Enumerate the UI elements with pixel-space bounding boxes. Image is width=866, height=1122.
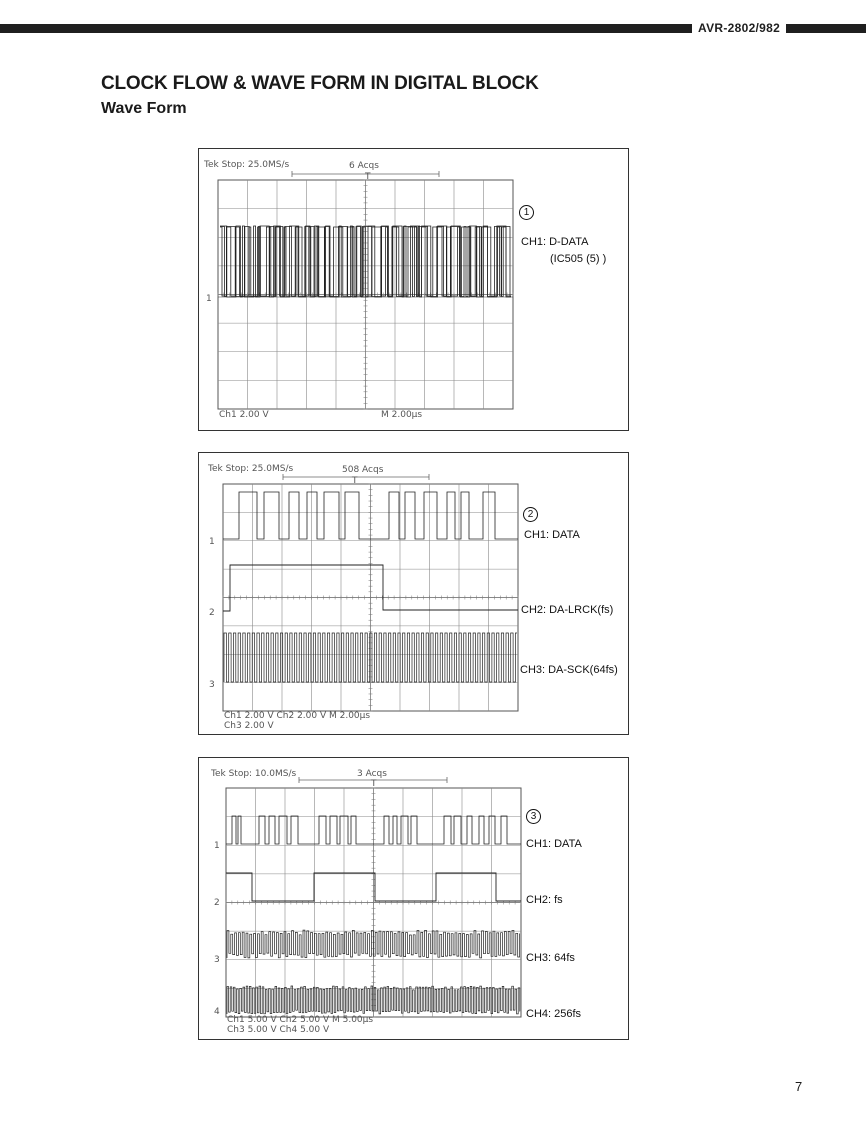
scope-3-graticule: [226, 777, 521, 1017]
scope-3-status: Tek Stop: 10.0MS/s: [211, 769, 297, 779]
scope-3-ch2-label: CH2: fs: [526, 894, 563, 906]
scope-1-acqs: 6 Acqs: [349, 161, 379, 171]
scope-2-ch3-label: CH3: DA-SCK(64fs): [520, 664, 618, 676]
scope-3-ch4-label: CH4: 256fs: [526, 1008, 582, 1020]
scope-3-readout-line2: Ch3 5.00 V Ch4 5.00 V: [227, 1025, 330, 1035]
scope-1-number-badge: 1: [519, 205, 534, 220]
scope-3-screen: [199, 758, 628, 1039]
scope-2-screen: [199, 453, 628, 734]
scope-2-ch1-label: CH1: DATA: [524, 529, 580, 541]
page-number: 7: [795, 1079, 803, 1094]
scope-3-acqs: 3 Acqs: [357, 769, 387, 779]
header-bar: [0, 21, 866, 35]
scope-2-ch1-marker: 1: [209, 537, 215, 547]
scope-2-ch2-label: CH2: DA-LRCK(fs): [521, 604, 614, 616]
section-subtitle: Wave Form: [101, 100, 187, 117]
scope-1-readout-volts: Ch1 2.00 V: [219, 410, 269, 420]
scope-3-ch3-label: CH3: 64fs: [526, 952, 575, 964]
scope-3-ch3-marker: 3: [214, 955, 220, 965]
scope-2-acqs: 508 Acqs: [342, 465, 384, 475]
scope-2-trigger-mark: T: [352, 476, 358, 486]
header-rule-right: [786, 24, 866, 33]
scope-1-traces: [218, 226, 513, 297]
scope-2-graticule: [223, 474, 518, 711]
scope-3-number-badge: 3: [526, 809, 541, 824]
scope-1-ch1-marker: 1: [206, 294, 212, 304]
oscilloscope-capture-2: [198, 452, 629, 735]
scope-2-ch2-marker: 2: [209, 608, 215, 618]
scope-3-ch1-label: CH1: DATA: [526, 838, 582, 850]
oscilloscope-capture-3: [198, 757, 629, 1040]
scope-2-ch3-marker: 3: [209, 680, 215, 690]
scope-3-trigger-mark: T: [371, 779, 377, 789]
scope-3-ch4-marker: 4: [214, 1007, 220, 1017]
scope-3-ch1-marker: 1: [214, 841, 220, 851]
scope-2-status: Tek Stop: 25.0MS/s: [208, 464, 294, 474]
scope-1-screen: [199, 149, 628, 430]
page-title: CLOCK FLOW & WAVE FORM IN DIGITAL BLOCK: [101, 73, 539, 94]
scope-1-readout-time: M 2.00μs: [381, 410, 423, 420]
scope-1-trigger-mark: T: [365, 172, 371, 182]
scope-3-ch2-marker: 2: [214, 898, 220, 908]
scope-2-number-badge: 2: [523, 507, 538, 522]
model-number: AVR-2802/982: [698, 21, 781, 35]
scope-2-readout-line2: Ch3 2.00 V: [224, 721, 274, 731]
scope-1-ch1-sublabel: (IC505 (5) ): [550, 253, 607, 265]
scope-3-readout-line1: Ch1 5.00 V Ch2 5.00 V M 5.00μs: [227, 1015, 374, 1025]
scope-1-ch1-label: CH1: D-DATA: [521, 236, 589, 248]
scope-2-readout-line1: Ch1 2.00 V Ch2 2.00 V M 2.00μs: [224, 711, 371, 721]
header-rule-left: [0, 24, 692, 33]
oscilloscope-capture-1: [198, 148, 629, 431]
scope-1-status: Tek Stop: 25.0MS/s: [204, 160, 290, 170]
scope-3-ch3-trace: [227, 930, 520, 958]
